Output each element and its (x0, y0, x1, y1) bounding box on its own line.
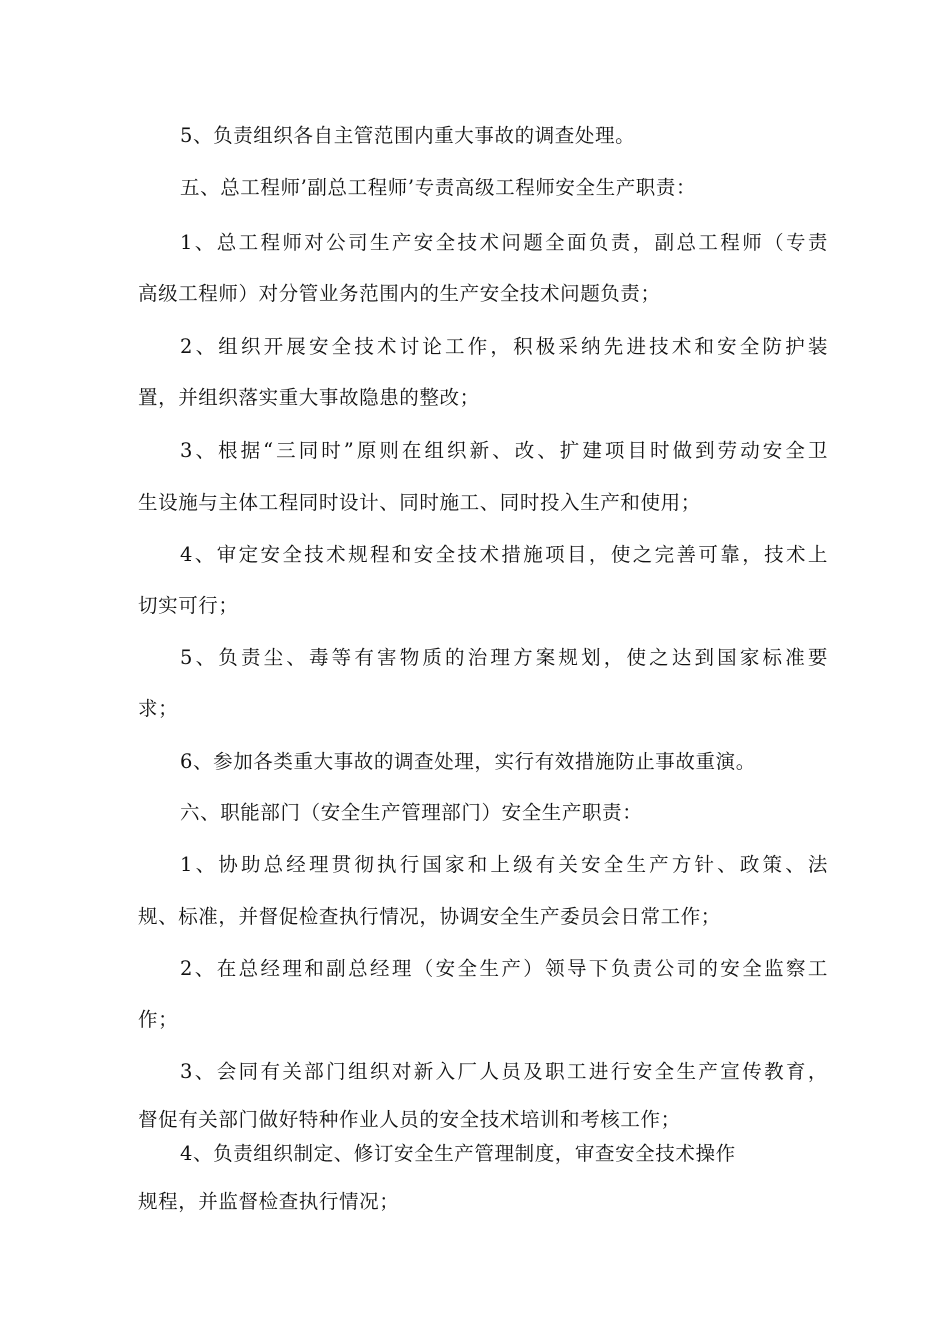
text-line-22: 规程，并监督检查执行情况； (138, 1190, 400, 1213)
section-heading-5: 五、总工程师’副总工程师’专责高级工程师安全生产职责： (180, 176, 697, 199)
text-line-5: 2、组织开展安全技术讨论工作，积极采纳先进技术和安全防护装 (180, 335, 828, 358)
text-line-6: 置，并组织落实重大事故隐患的整改； (138, 386, 480, 409)
text-line-4: 高级工程师）对分管业务范围内的生产安全技术问题负责； (138, 282, 661, 305)
text-line-20: 督促有关部门做好特种作业人员的安全技术培训和考核工作； (138, 1108, 681, 1131)
section-heading-6: 六、职能部门（安全生产管理部门）安全生产职责： (180, 801, 643, 824)
text-line-16: 规、标准，并督促检查执行情况，协调安全生产委员会日常工作； (138, 905, 721, 928)
text-line-15: 1、协助总经理贯彻执行国家和上级有关安全生产方针、政策、法 (180, 853, 828, 876)
text-line-10: 切实可行； (138, 594, 239, 617)
text-line-17: 2、在总经理和副总经理（安全生产）领导下负责公司的安全监察工 (180, 957, 828, 980)
text-line-13: 6、参加各类重大事故的调查处理，实行有效措施防止事故重演。 (180, 750, 756, 773)
text-line-1: 5、负责组织各自主管范围内重大事故的调查处理。 (180, 124, 636, 147)
text-line-12: 求； (138, 697, 179, 720)
text-line-19: 3、会同有关部门组织对新入厂人员及职工进行安全生产宣传教育， (180, 1060, 828, 1083)
text-line-7: 3、根据“三同时”原则在组织新、改、扩建项目时做到劳动安全卫 (180, 439, 828, 462)
text-line-21: 4、负责组织制定、修订安全生产管理制度，审查安全技术操作 (180, 1142, 736, 1165)
text-line-8: 生设施与主体工程同时设计、同时施工、同时投入生产和使用； (138, 491, 701, 514)
text-line-3: 1、总工程师对公司生产安全技术问题全面负责，副总工程师（专责 (180, 231, 828, 254)
text-line-18: 作； (138, 1008, 179, 1031)
text-line-9: 4、审定安全技术规程和安全技术措施项目，使之完善可靠，技术上 (180, 543, 828, 566)
text-line-11: 5、负责尘、毒等有害物质的治理方案规划，使之达到国家标准要 (180, 646, 828, 669)
